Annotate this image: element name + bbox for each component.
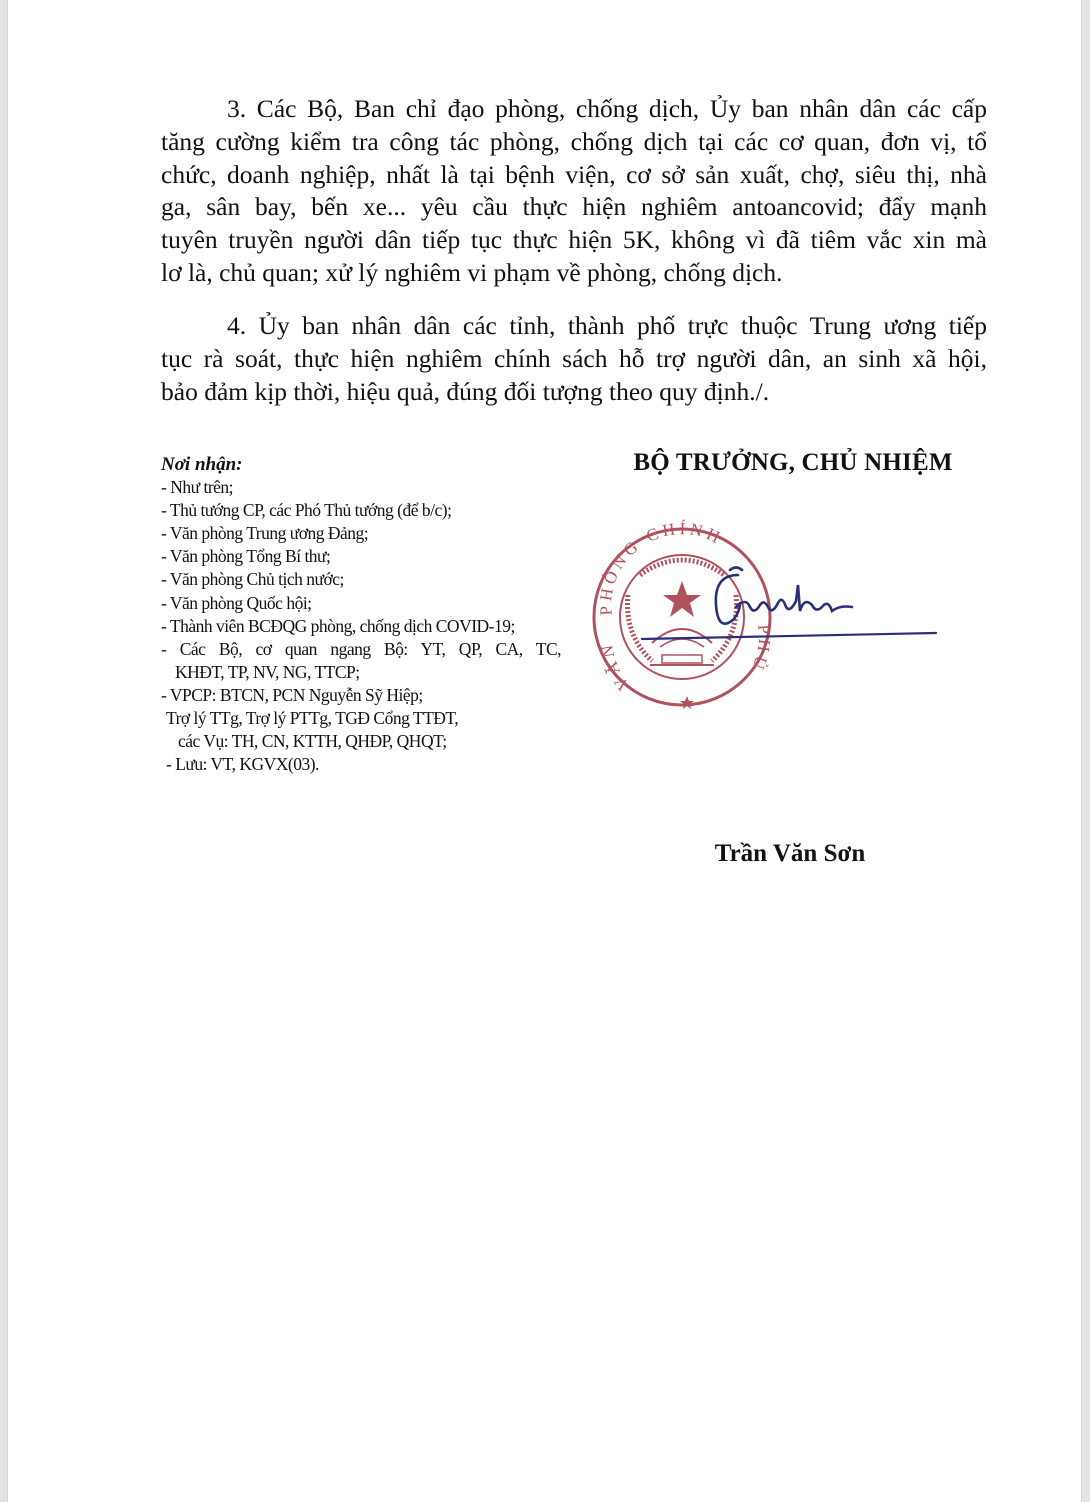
stamp-text-left: VĂN <box>596 639 633 694</box>
recipient-item: - VPCP: BTCN, PCN Nguyễn Sỹ Hiệp; <box>161 684 423 705</box>
paragraph-line: tuyên truyền người dân tiếp tục thực hiện 5K, không vì đã tiêm vắc xin mà <box>161 225 987 255</box>
recipient-item: - Như trên; <box>161 477 234 498</box>
document-page <box>7 0 1082 1502</box>
recipient-item: - Văn phòng Tổng Bí thư; <box>161 546 331 567</box>
recipient-item: - Các Bộ, cơ quan ngang Bộ: YT, QP, CA, TC, <box>161 638 561 659</box>
stamp-text-top: PHÒNG CHÍNH <box>596 519 727 616</box>
stamp-text-right: PHỦ <box>747 623 775 676</box>
recipients-title: Nơi nhận: <box>161 454 243 475</box>
recipient-item: - Văn phòng Chủ tịch nước; <box>161 569 344 590</box>
recipient-item: các Vụ: TH, CN, KTTH, QHĐP, QHQT; <box>178 731 447 752</box>
paragraph-3 <box>161 93 987 290</box>
official-stamp-with-signature <box>590 515 950 725</box>
paragraph-line: bảo đảm kịp thời, hiệu quả, đúng đối tượng theo quy định./. <box>161 376 770 406</box>
paragraph-line: chức, doanh nghiệp, nhất là tại bệnh viện, cơ sở sản xuất, chợ, siêu thị, nhà <box>161 159 987 189</box>
signer-title: BỘ TRƯỞNG, CHỦ NHIỆM <box>633 449 953 476</box>
signer-name: Trần Văn Sơn <box>714 840 866 867</box>
paragraph-line: 3. Các Bộ, Ban chỉ đạo phòng, chống dịch, Ủy ban nhân dân các cấp <box>227 94 987 123</box>
recipient-item: Trợ lý TTg, Trợ lý PTTg, TGĐ Cổng TTĐT, <box>166 708 459 729</box>
paragraph-line: 4. Ủy ban nhân dân các tỉnh, thành phố trực thuộc Trung ương tiếp <box>227 311 987 340</box>
recipient-item: - Thành viên BCĐQG phòng, chống dịch COVID-19; <box>161 615 515 636</box>
recipients-block <box>161 453 561 776</box>
paragraph-line: tục rà soát, thực hiện nghiêm chính sách hỗ trợ người dân, an sinh xã hội, <box>161 343 987 373</box>
recipient-item: KHĐT, TP, NV, NG, TTCP; <box>175 661 360 682</box>
paragraph-line: ga, sân bay, bến xe... yêu cầu thực hiện nghiêm antoancovid; đẩy mạnh <box>161 192 987 222</box>
recipient-item: - Văn phòng Trung ương Đảng; <box>161 523 369 544</box>
recipient-item: - Văn phòng Quốc hội; <box>161 592 312 613</box>
paragraph-line: tăng cường kiểm tra công tác phòng, chống dịch tại các cơ quan, đơn vị, tổ <box>161 126 987 156</box>
stamp-star-icon <box>663 581 701 617</box>
stamp-small-star-icon <box>680 696 694 709</box>
paragraph-4 <box>161 310 987 408</box>
paragraph-line: lơ là, chủ quan; xử lý nghiêm vi phạm về phòng, chống dịch. <box>161 257 783 287</box>
recipient-item: - Lưu: VT, KGVX(03). <box>166 754 319 775</box>
recipient-item: - Thủ tướng CP, các Phó Thủ tướng (để b/c); <box>161 500 452 521</box>
